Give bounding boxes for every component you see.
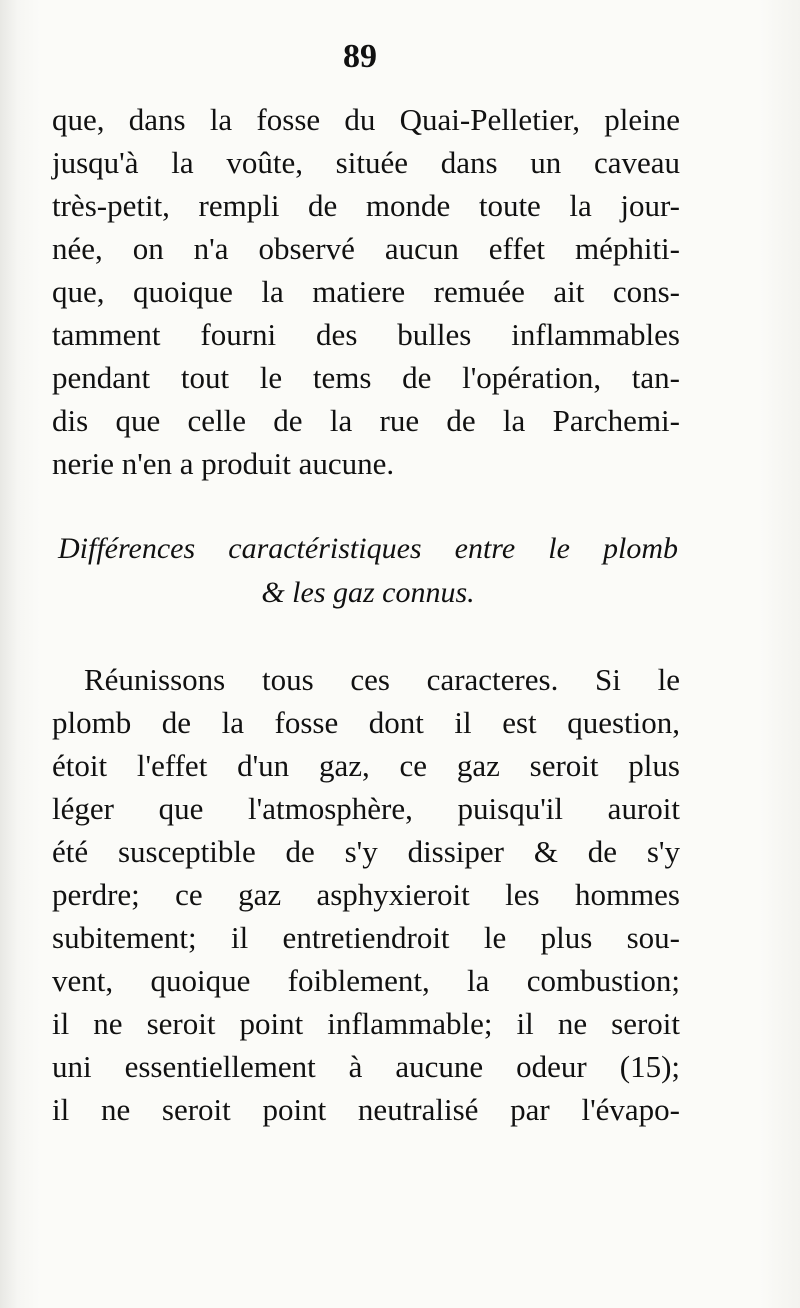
text-line: dis que celle de la rue de la Parchemi- — [52, 403, 680, 438]
text-line: que, dans la fosse du Quai-Pelletier, pleine — [52, 102, 680, 137]
text-line: il ne seroit point neutralisé par l'évapo- — [52, 1092, 680, 1127]
text-line: subitement; il entretiendroit le plus sou- — [52, 920, 680, 955]
text-line: née, on n'a observé aucun effet méphiti- — [52, 231, 680, 266]
text-line: très-petit, rempli de monde toute la jour- — [52, 188, 680, 223]
text-line: vent, quoique foiblement, la combustion; — [52, 963, 680, 998]
text-line: pendant tout le tems de l'opération, tan- — [52, 360, 680, 395]
section-heading — [58, 527, 678, 615]
text-line: il ne seroit point inflammable; il ne seroit — [52, 1006, 680, 1041]
page-number: 89 — [343, 38, 377, 75]
text-line: plomb de la fosse dont il est question, — [52, 705, 680, 740]
text-line: perdre; ce gaz asphyxieroit les hommes — [52, 877, 680, 912]
paragraph-1 — [52, 98, 680, 485]
text-line: uni essentiellement à aucune odeur (15); — [52, 1049, 680, 1084]
text-line: étoit l'effet d'un gaz, ce gaz seroit plus — [52, 748, 680, 783]
text-line: nerie n'en a produit aucune. — [52, 446, 395, 481]
text-line: que, quoique la matiere remuée ait cons- — [52, 274, 680, 309]
text-line: léger que l'atmosphère, puisqu'il auroit — [52, 791, 680, 826]
heading-line: Différences caractéristiques entre le plomb — [58, 532, 678, 565]
text-line: jusqu'à la voûte, située dans un caveau — [52, 145, 680, 180]
text-line: été susceptible de s'y dissiper & de s'y — [52, 834, 680, 869]
text-line: tamment fourni des bulles inflammables — [52, 317, 680, 352]
paragraph-2 — [52, 658, 680, 1131]
heading-line: & les gaz connus. — [261, 576, 475, 609]
text-line: Réunissons tous ces caracteres. Si le — [84, 662, 680, 697]
